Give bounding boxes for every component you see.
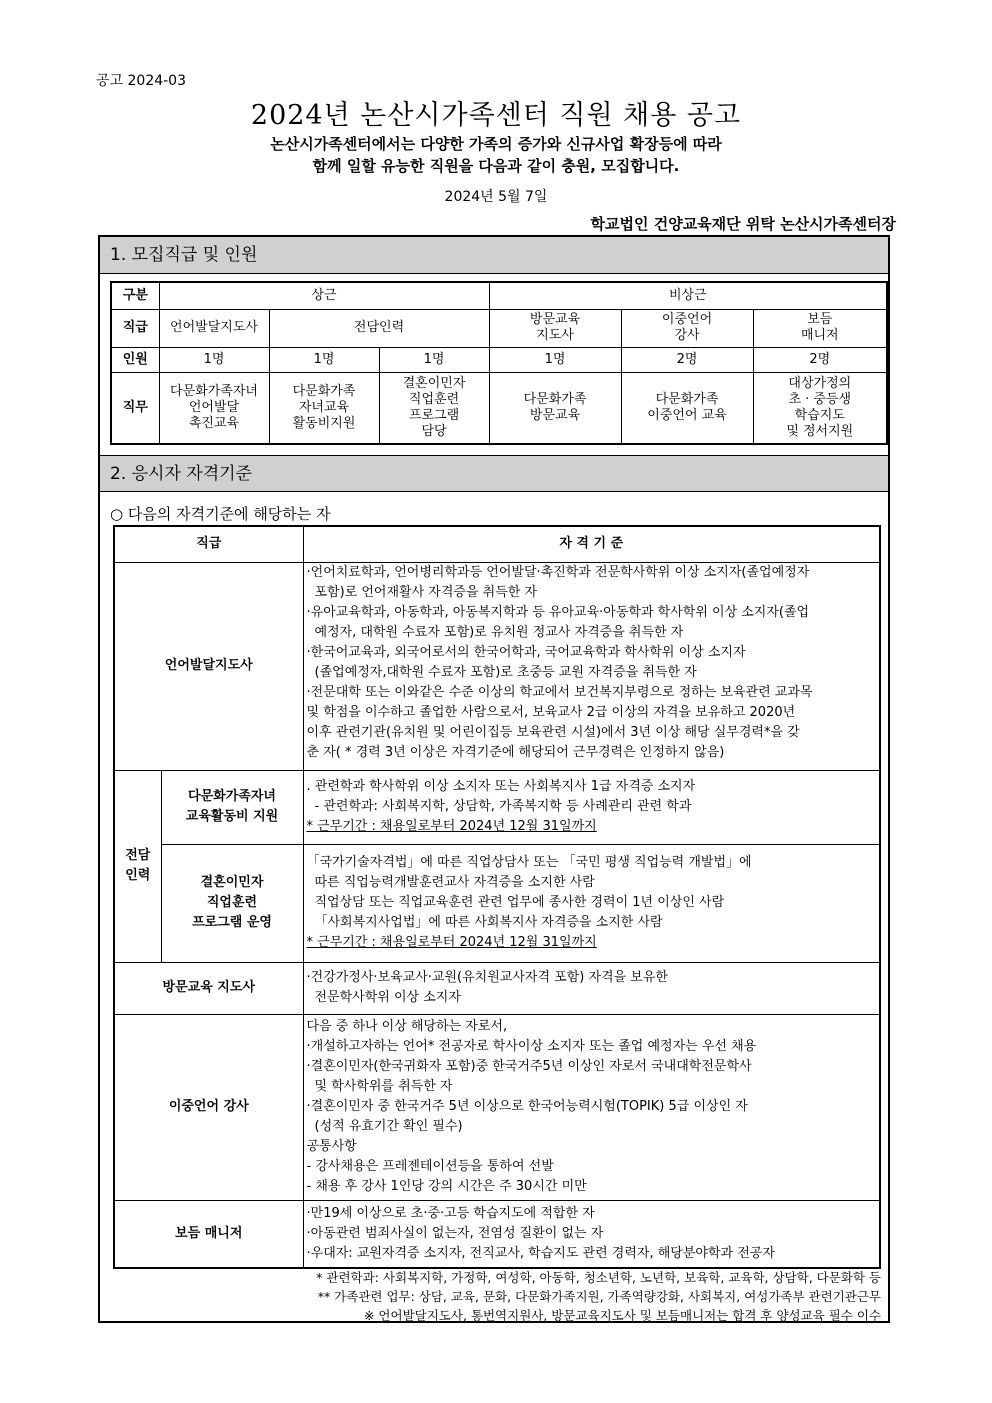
- section-2-heading: 2. 응시자 자격기준: [100, 455, 888, 492]
- position-name: 결혼이민자 직업훈련 프로그램 운영: [161, 844, 303, 962]
- headcount-row: [111, 347, 887, 372]
- footnote-related-majors: * 관련학과: 사회복지학, 가정학, 여성학, 아동학, 청소년학, 노년학, 보육학, 교육학, 상담학, 다문화학 등: [316, 1270, 881, 1285]
- position-speech: 언어발달지도사: [159, 309, 269, 347]
- headcount-cell: 2명: [753, 347, 887, 372]
- duty-cell: 다문화가족자녀 언어발달 촉진교육: [159, 372, 269, 444]
- notice-date: 2024년 5월 7일: [444, 189, 548, 205]
- row-label-category: 구분: [111, 282, 159, 309]
- position-row: [111, 309, 887, 347]
- notice-number: 공고 2024-03: [96, 73, 186, 89]
- position-visiting: 방문교육 지도사: [489, 309, 621, 347]
- criteria-note: ○ 다음의 자격기준에 해당하는 자: [110, 505, 331, 523]
- position-name: 언어발달지도사: [114, 562, 303, 770]
- duty-row: [111, 372, 887, 444]
- col-header-position: 직급: [114, 526, 303, 562]
- section-1-heading: 1. 모집직급 및 인원: [100, 237, 888, 274]
- criteria-row-speech: [114, 562, 880, 770]
- position-dedicated: 전담인력: [269, 309, 489, 347]
- recruitment-table: [110, 281, 888, 445]
- duty-cell: 결혼이민자 직업훈련 프로그램 담당: [379, 372, 489, 444]
- category-fulltime: 상근: [159, 282, 489, 309]
- row-label-duty: 직무: [111, 372, 159, 444]
- duty-cell: 다문화가족 자녀교육 활동비지원: [269, 372, 379, 444]
- criteria-row-visiting: [114, 962, 880, 1014]
- headcount-cell: 2명: [621, 347, 753, 372]
- headcount-cell: 1명: [269, 347, 379, 372]
- notice-frame: [98, 235, 890, 1323]
- intro-line-1: 논산시가족센터에서는 다양한 가족의 증가와 신규사업 확장등에 따라: [270, 135, 722, 153]
- criteria-row-care: [114, 1200, 880, 1268]
- category-row: [111, 282, 887, 309]
- position-care: 보듬 매니저: [753, 309, 887, 347]
- row-label-position: 직급: [111, 309, 159, 347]
- criteria-row-job-training: [114, 844, 880, 962]
- footnote-family-work: ** 가족관련 업무: 상담, 교육, 문화, 다문화가족지원, 가족역량강화, 사회복지, 여성가족부 관련기관근무: [317, 1289, 881, 1304]
- position-name: 이중언어 강사: [114, 1014, 303, 1200]
- criteria-cell: ·만19세 이상으로 초·중·고등 학습지도에 적합한 자 ·아동관련 범죄사실이 없는자, 전염성 질환이 없는 자 ·우대자: 교원자격증 소지자, 전직교사, 학습지도 관련 경력자, 해당분야학과 전공자: [303, 1200, 880, 1268]
- duty-cell: 다문화가족 이중언어 교육: [621, 372, 753, 444]
- row-label-headcount: 인원: [111, 347, 159, 372]
- criteria-row-bilingual: [114, 1014, 880, 1200]
- criteria-cell: ·언어치료학과, 언어병리학과등 언어발달·촉진학과 전문학사학위 이상 소지자(졸업예정자 포함)로 언어재활사 자격증을 취득한 자 ·유아교육학과, 아동학과, 아동복지학과 등 유아교육·아동학과 학사학위 이상 소지자(졸업 예정자, 대학원 수료자 포함)로 유치원 정교사 자격증을 취득한 자 ·한국어교육과, 외국어로서의 한국어학과, 국어교육학과 학사학위 이상 소지자 (졸업예정자,대학원 수료자 포함)로 초중등 교원 자격증을 취득한 자 ·전문대학 또는 이와같은 수준 이상의 학교에서 보건복지부령으로 정하는 보육관련 교과목 및 학점을 이수하고 졸업한 사람으로서, 보육교사 2급 이상의 자격을 보유하고 2020년 이후 관련기관(유치원 및 어린이집등 보육관련 시설)에서 3년 이상 해당 실무경력*을 갖 춘 자( * 경력 3년 이상은 자격기준에 해당되어 근무경력은 인정하지 않음): [303, 562, 880, 770]
- issuer: 학교법인 건양교육재단 위탁 논산시가족센터장: [590, 215, 896, 233]
- headcount-cell: 1명: [489, 347, 621, 372]
- position-name: 보듬 매니저: [114, 1200, 303, 1268]
- intro-line-2: 함께 일할 유능한 직원을 다음과 같이 충원, 모집합니다.: [312, 157, 680, 175]
- category-parttime: 비상근: [489, 282, 887, 309]
- duty-cell: 다문화가족 방문교육: [489, 372, 621, 444]
- headcount-cell: 1명: [379, 347, 489, 372]
- position-bilingual: 이중언어 강사: [621, 309, 753, 347]
- criteria-cell: . 관련학과 학사학위 이상 소지자 또는 사회복지사 1급 자격증 소지자 - 관련학과: 사회복지학, 상담학, 가족복지학 등 사례관리 관련 학과 * 근무기간 : 채용일로부터 2024년 12월 31일까지: [303, 770, 880, 844]
- criteria-cell: 「국가기술자격법」에 따른 직업상담사 또는 「국민 평생 직업능력 개발법」에 따른 직업능력개발훈련교사 자격증을 소지한 사람 직업상담 또는 직업교육훈련 관련 업무에 종사한 경력이 1년 이상인 사람 「사회복지사업법」에 따른 사회복지사 자격증을 소지한 사람 * 근무기간 : 채용일로부터 2024년 12월 31일까지: [303, 844, 880, 962]
- page-title: 2024년 논산시가족센터 직원 채용 공고: [250, 100, 742, 131]
- duty-cell: 대상가정의 초 · 중등생 학습지도 및 정서지원: [753, 372, 887, 444]
- position-name: 방문교육 지도사: [114, 962, 303, 1014]
- position-name: 다문화가족자녀 교육활동비 지원: [161, 770, 303, 844]
- dedicated-group-label: 전담 인력: [114, 770, 161, 962]
- criteria-header-row: [114, 526, 880, 562]
- criteria-cell: 다음 중 하나 이상 해당하는 자로서, ·개설하고자하는 언어* 전공자로 학사이상 소지자 또는 졸업 예정자는 우선 채용 ·결혼이민자(한국귀화자 포함)중 한국거주5년 이상인 자로서 국내대학전문학사 및 학사학위를 취득한 자 ·결혼이민자 중 한국거주 5년 이상으로 한국어능력시험(TOPIK) 5급 이상인 자 (성적 유효기간 확인 필수) 공통사항 - 강사채용은 프레젠테이션등을 통하여 선발 - 채용 후 강사 1인당 강의 시간은 주 30시간 미만: [303, 1014, 880, 1200]
- headcount-cell: 1명: [159, 347, 269, 372]
- criteria-row-child-support: [114, 770, 880, 844]
- criteria-table: [113, 525, 881, 1269]
- col-header-criteria: 자 격 기 준: [303, 526, 880, 562]
- footnote-training: ※ 언어발달지도사, 통번역지원사, 방문교육지도사 및 보듬매니저는 합격 후 양성교육 필수 이수: [363, 1308, 881, 1323]
- criteria-cell: ·건강가정사·보육교사·교원(유치원교사자격 포함) 자격을 보유한 전문학사학위 이상 소지자: [303, 962, 880, 1014]
